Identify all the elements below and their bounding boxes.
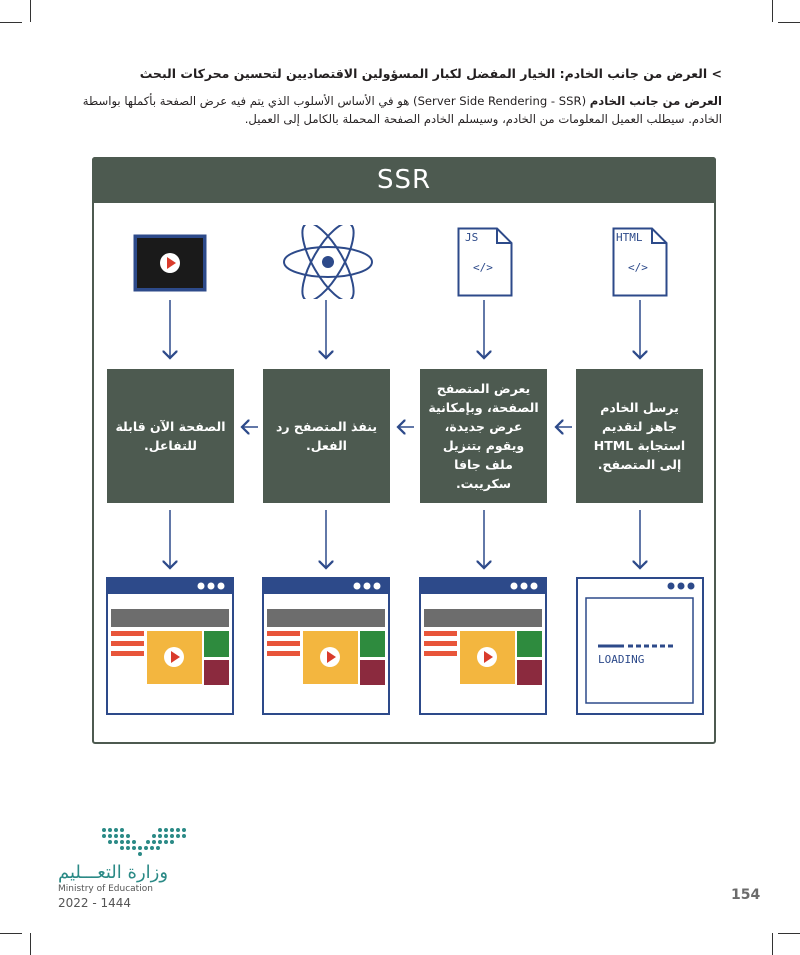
html-code-glyph: </>: [628, 261, 648, 274]
section-heading: > العرض من جانب الخادم: الخيار المفضل لكبار المسؤولين الاقتصاديين لتحسين محركات البحث: [139, 66, 722, 81]
browser-page-rendered: [419, 577, 547, 715]
paragraph-line1: (Server Side Rendering - SSR) هو في الأساس الأسلوب الذي يتم فيه عرض الصفحة بأكملها بواسطة: [82, 94, 590, 108]
page-number: 154: [731, 887, 761, 903]
ministry-logo-icon: [100, 826, 190, 858]
html-file-label: HTML: [616, 231, 643, 244]
js-file-label: JS: [465, 231, 479, 244]
paragraph-line2: الخادم. سيطلب العميل المعلومات من الخادم، وسيسلم الخادم الصفحة المحملة بالكامل إلى العميل.: [244, 112, 722, 126]
ministry-arabic-name: وزارة التعـــليم: [58, 862, 169, 883]
step-box-1: يرسل الخادم جاهز لتقديم استجابة HTML إلى المتصفح.: [576, 369, 703, 503]
browser-page-loading: [576, 577, 704, 715]
browser-page-rendered: [262, 577, 390, 715]
loading-label: LOADING: [598, 653, 645, 666]
ministry-english-name: Ministry of Education: [58, 884, 153, 894]
bold-term: العرض من جانب الخادم: [589, 94, 722, 108]
diagram-title: SSR: [92, 157, 716, 203]
step-box-2: يعرض المتصفح الصفحة، وبإمكانية عرض جديدة، ويقوم بتنزيل ملف جافا سكريبت.: [420, 369, 547, 503]
js-code-glyph: </>: [473, 261, 493, 274]
edition-year: 2022 - 1444: [58, 896, 132, 910]
step-box-4: الصفحة الآن قابلة للتفاعل.: [107, 369, 234, 503]
step-box-3: ينفذ المتصفح رد الفعل.: [263, 369, 390, 503]
browser-page-rendered: [106, 577, 234, 715]
